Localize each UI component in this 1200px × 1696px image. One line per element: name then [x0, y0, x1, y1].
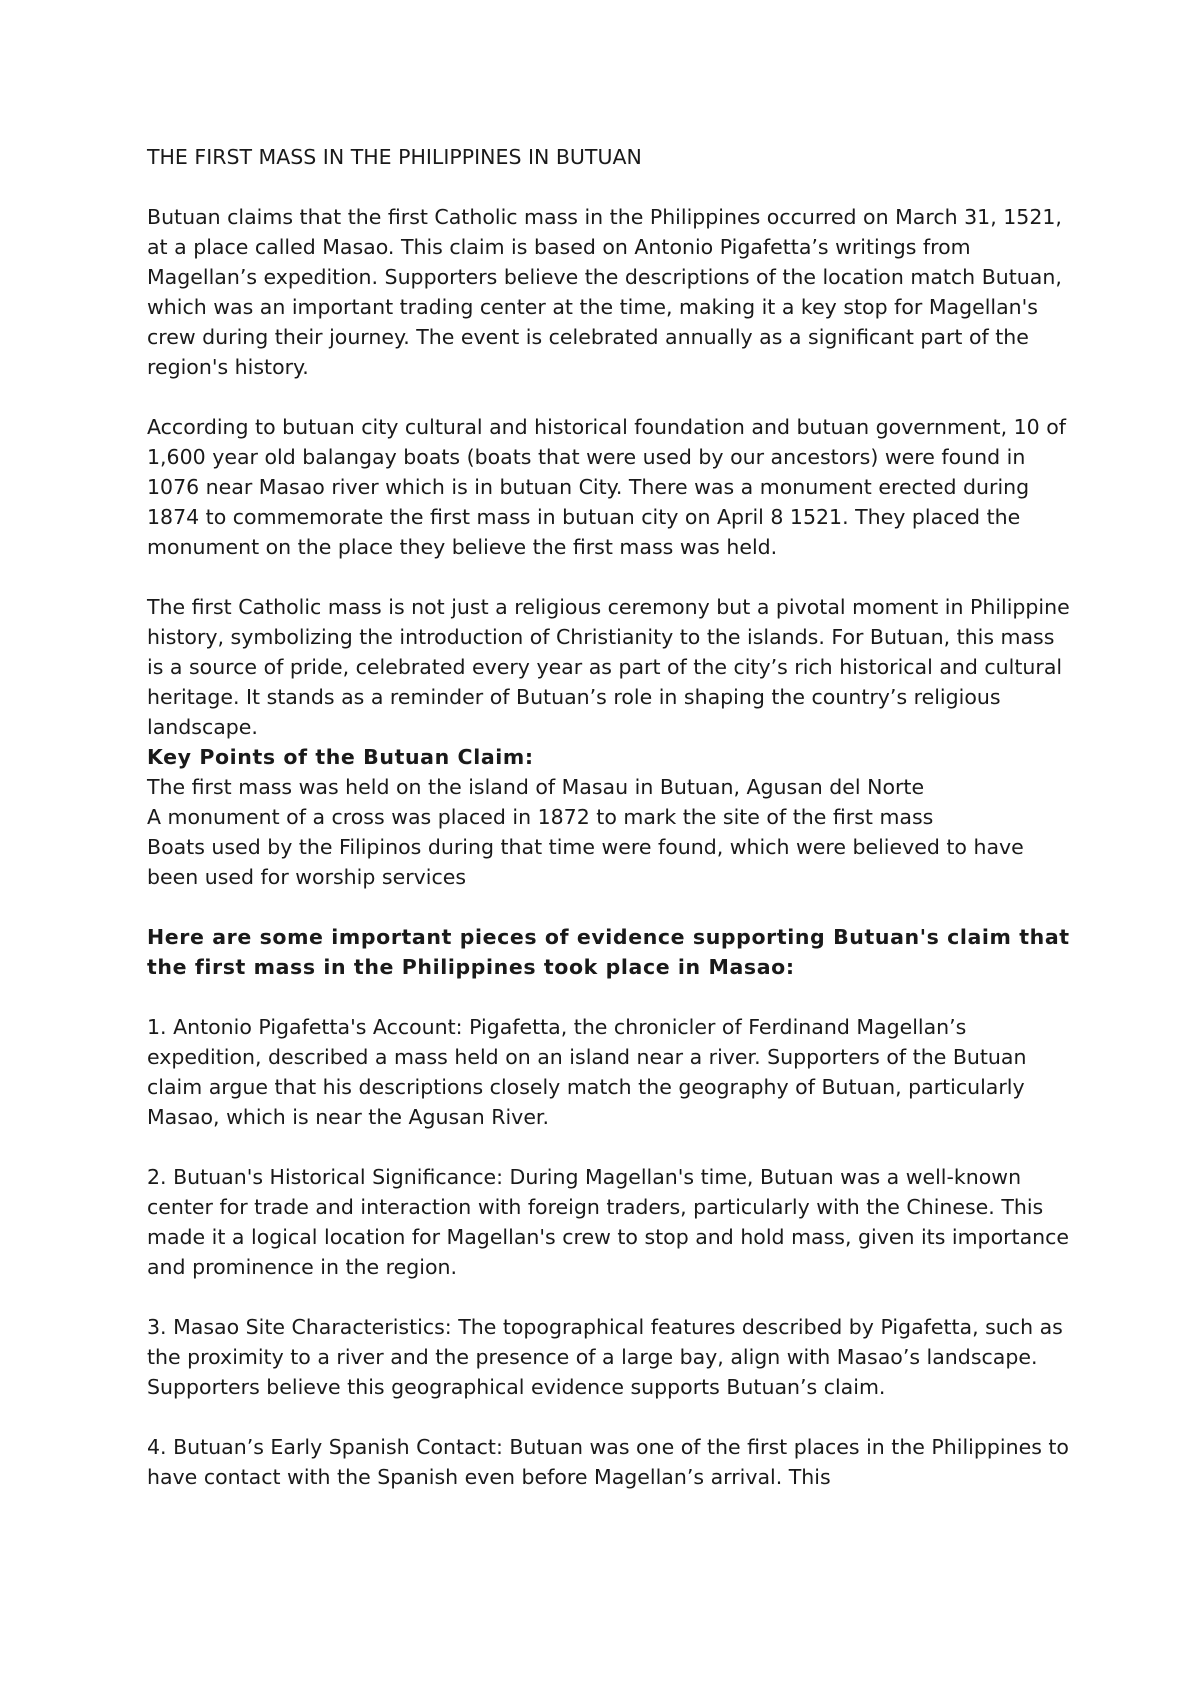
evidence-list — [147, 1012, 1077, 1492]
document-title: THE FIRST MASS IN THE PHILIPPINES IN BUTUAN — [147, 145, 642, 169]
evidence-item: 4. Butuan’s Early Spanish Contact: Butuan was one of the first places in the Philippines to have contact with the Spanish even before Magellan’s arrival. This — [147, 1435, 1069, 1489]
key-point-item: A monument of a cross was placed in 1872 to mark the site of the first mass — [147, 805, 934, 829]
key-points-heading: Key Points of the Butuan Claim: — [147, 745, 534, 769]
document-page — [147, 142, 1077, 1522]
intro-paragraph: Butuan claims that the first Catholic mass in the Philippines occurred on March 31, 1521, at a place called Masao. This claim is based on Antonio Pigafetta’s writings from Magellan’s expedition. Supporters believe the descriptions of the location match Butuan, which was an important trading center at the time, making it a key stop for Magellan's crew during their journey. The event is celebrated annually as a significant part of the region's history. — [147, 205, 1062, 379]
evidence-item: 3. Masao Site Characteristics: The topographical features described by Pigafetta, such as the proximity to a river and the presence of a large bay, align with Masao’s landscape. Supporters believe this geographical evidence supports Butuan’s claim. — [147, 1315, 1063, 1399]
key-point-item: The first mass was held on the island of Masau in Butuan, Agusan del Norte — [147, 775, 925, 799]
key-point-item: Boats used by the Filipinos during that time were found, which were believed to have been used for worship services — [147, 835, 1024, 889]
foundation-paragraph: According to butuan city cultural and historical foundation and butuan government, 10 of 1,600 year old balangay boats (boats that were used by our ancestors) were found in 1076 near Masao river which is in butuan City. There was a monument erected during 1874 to commemorate the first mass in butuan city on April 8 1521. They placed the monument on the place they believe the first mass was held. — [147, 415, 1066, 559]
significance-paragraph: The first Catholic mass is not just a religious ceremony but a pivotal moment in Philippine history, symbolizing the introduction of Christianity to the islands. For Butuan, this mass is a source of pride, celebrated every year as part of the city’s rich historical and cultural heritage. It stands as a reminder of Butuan’s role in shaping the country’s religious landscape. — [147, 595, 1070, 739]
evidence-item: 2. Butuan's Historical Significance: During Magellan's time, Butuan was a well-known center for trade and interaction with foreign traders, particularly with the Chinese. This made it a logical location for Magellan's crew to stop and hold mass, given its importance and prominence in the region. — [147, 1165, 1070, 1279]
key-points-list — [147, 772, 1077, 892]
evidence-item: 1. Antonio Pigafetta's Account: Pigafetta, the chronicler of Ferdinand Magellan’s expedition, described a mass held on an island near a river. Supporters of the Butuan claim argue that his descriptions closely match the geography of Butuan, particularly Masao, which is near the Agusan River. — [147, 1015, 1027, 1129]
evidence-heading: Here are some important pieces of evidence supporting Butuan's claim that the first mass in the Philippines took place in Masao: — [147, 925, 1070, 979]
